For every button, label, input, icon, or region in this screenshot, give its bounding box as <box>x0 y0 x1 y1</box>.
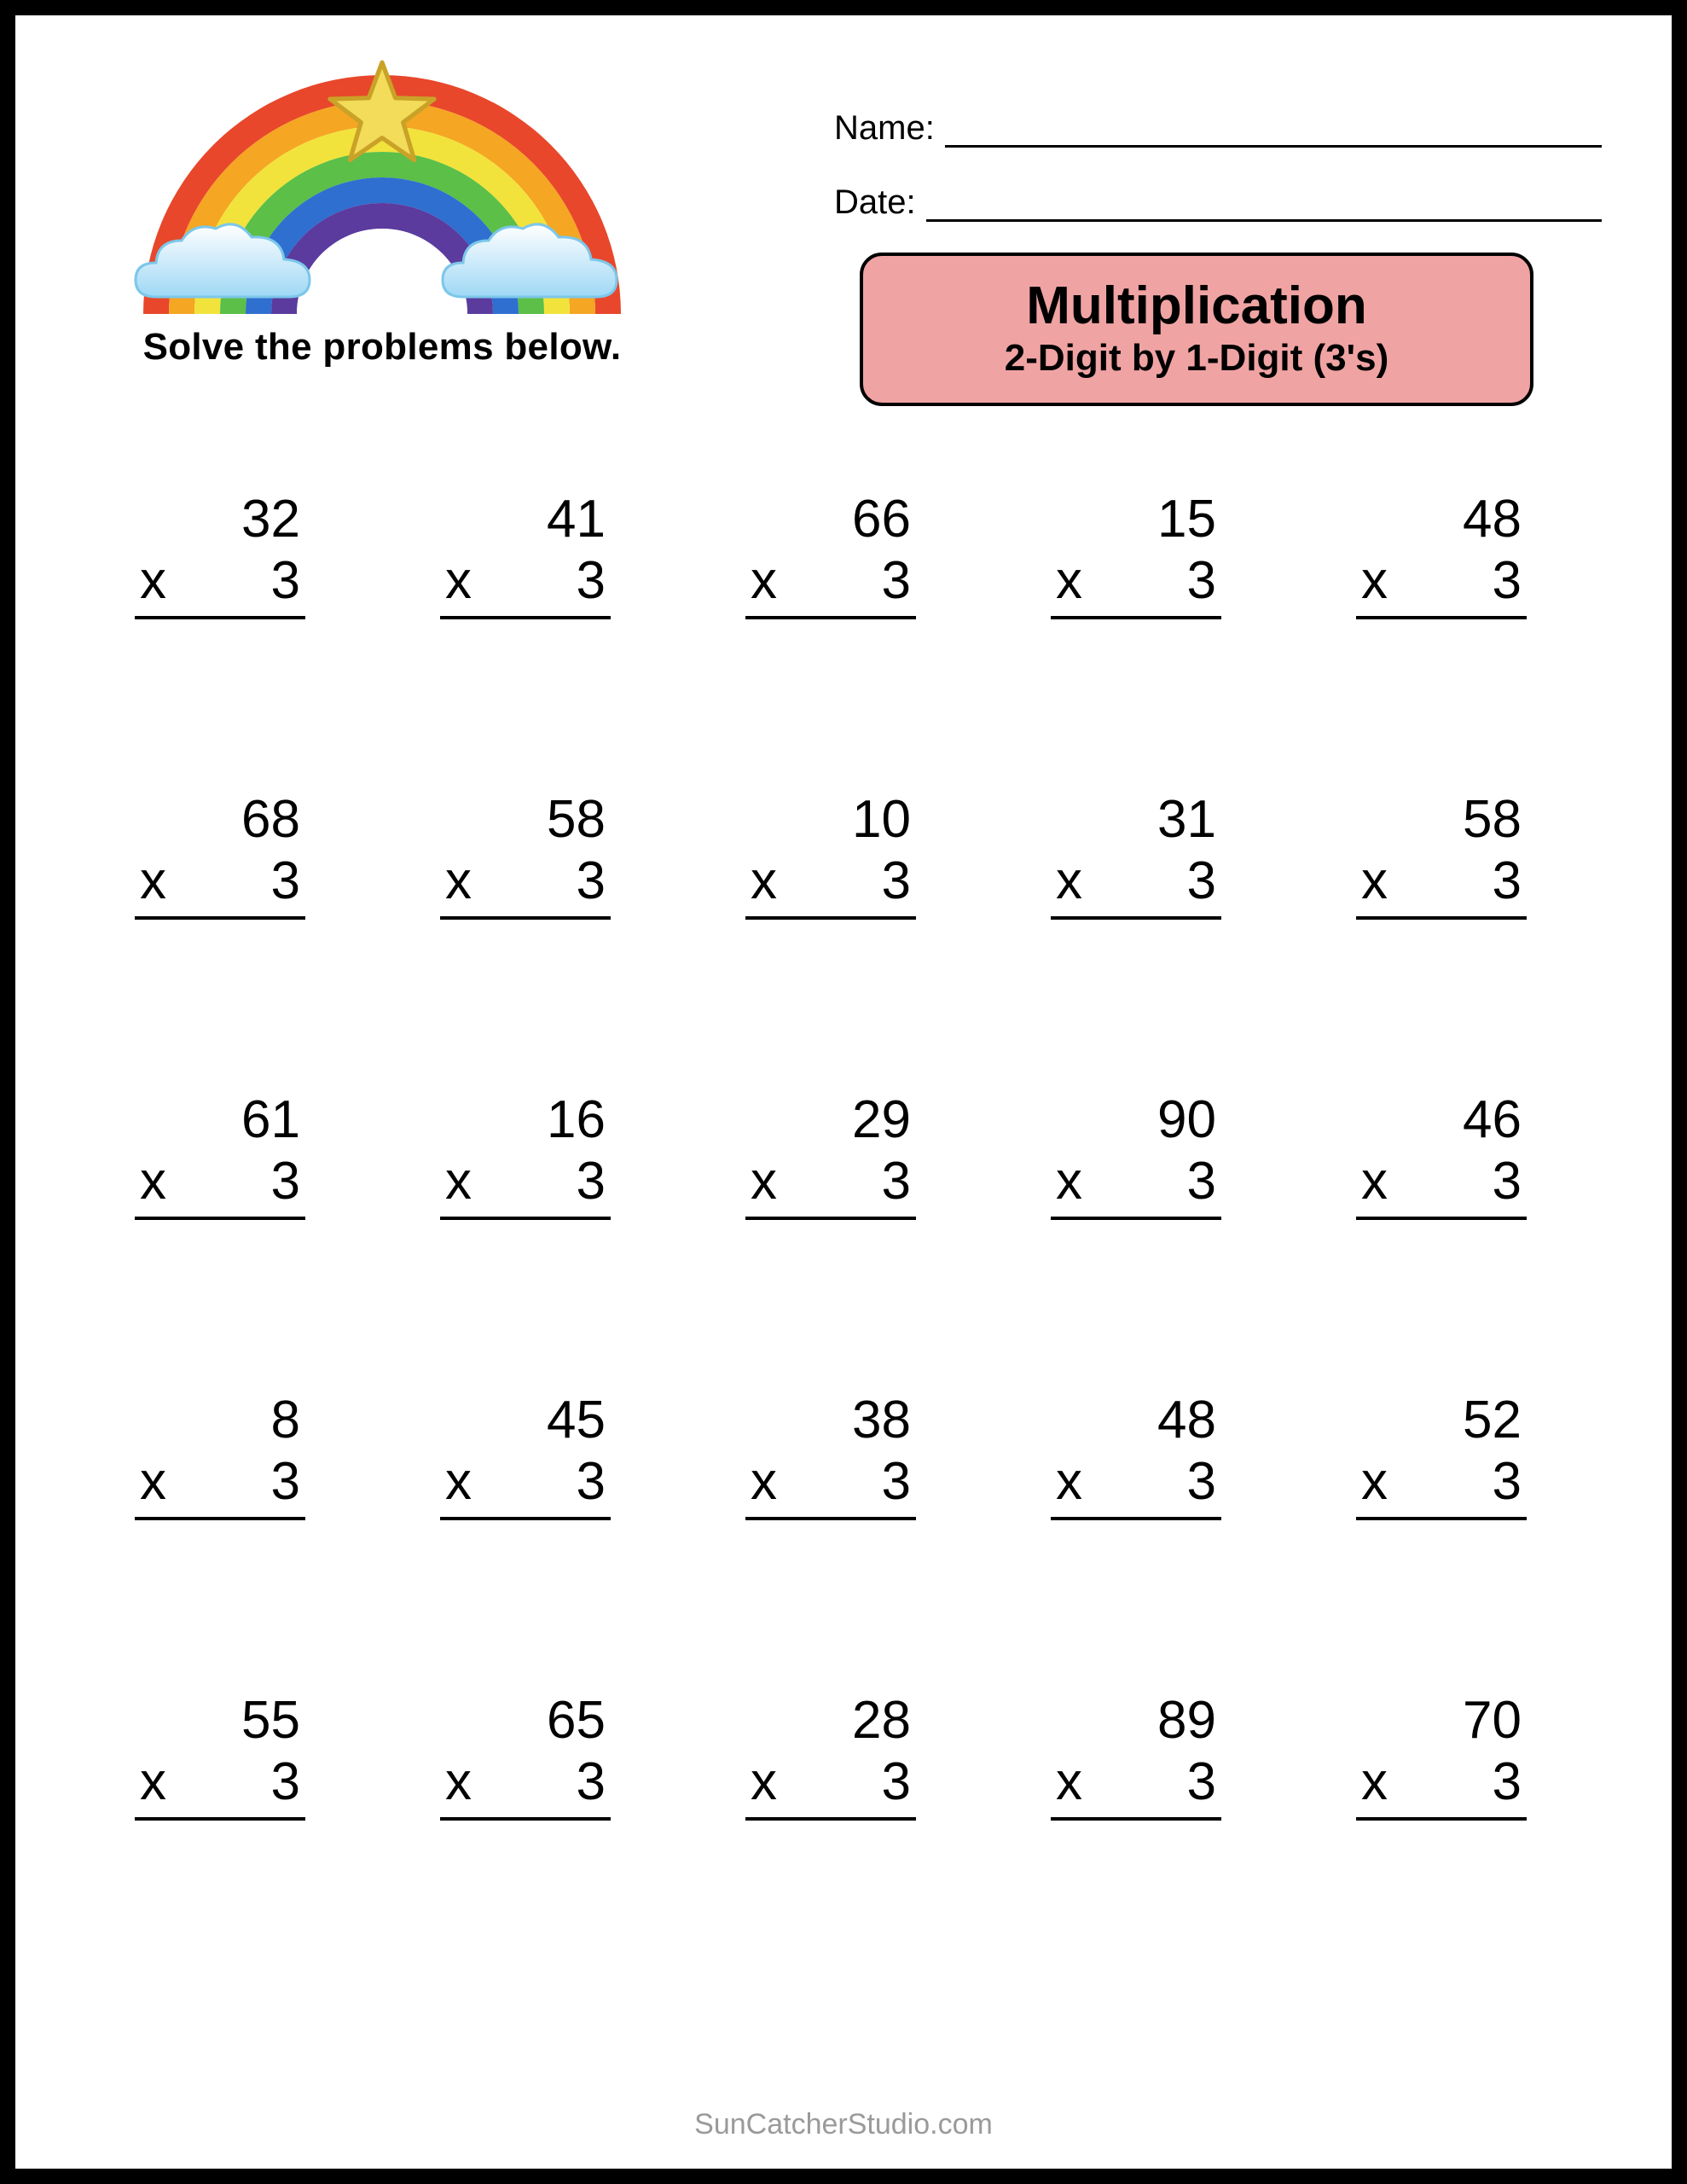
operator-row <box>745 1452 916 1520</box>
name-input[interactable] <box>945 116 1602 148</box>
multiplicand: 48 <box>1157 1391 1216 1449</box>
problem-cell <box>1313 1691 1619 1995</box>
problem-20[interactable] <box>1356 1391 1527 1520</box>
problem-cell <box>703 790 1008 1094</box>
multiplier: 3 <box>576 551 606 610</box>
operator-row <box>1356 851 1527 920</box>
problem-12[interactable] <box>440 1090 611 1220</box>
operator-row <box>135 1752 305 1821</box>
operator-symbol: x <box>751 1452 777 1511</box>
multiplicand: 45 <box>547 1391 606 1449</box>
operator-row <box>135 851 305 920</box>
problem-cell <box>92 490 397 793</box>
date-field-row <box>834 183 1602 222</box>
problem-row <box>92 490 1619 793</box>
operator-symbol: x <box>1361 1152 1388 1211</box>
problem-15[interactable] <box>1356 1090 1527 1220</box>
multiplicand: 55 <box>241 1691 300 1750</box>
operator-symbol: x <box>140 851 166 910</box>
problem-cell <box>703 1391 1008 1694</box>
operator-symbol: x <box>751 1152 777 1211</box>
multiplier: 3 <box>1492 1752 1522 1811</box>
star-icon <box>327 58 438 169</box>
operator-row <box>440 1152 611 1220</box>
operator-row <box>1356 1152 1527 1220</box>
problem-cell <box>92 1391 397 1694</box>
operator-row <box>1356 1752 1527 1821</box>
operator-row <box>440 851 611 920</box>
multiplier: 3 <box>881 1152 911 1211</box>
operator-row <box>1051 1152 1221 1220</box>
multiplier: 3 <box>1492 551 1522 610</box>
instruction-text: Solve the problems below. <box>142 326 622 368</box>
operator-symbol: x <box>1361 1452 1388 1511</box>
operator-symbol: x <box>751 851 777 910</box>
problem-cell <box>703 1090 1008 1394</box>
problem-cell <box>703 490 1008 793</box>
problem-13[interactable] <box>745 1090 916 1220</box>
worksheet-title-box <box>860 253 1533 406</box>
operator-symbol: x <box>140 1152 166 1211</box>
operator-row <box>1051 551 1221 619</box>
problem-8[interactable] <box>745 790 916 920</box>
operator-symbol: x <box>140 1752 166 1811</box>
multiplicand: 32 <box>241 490 300 549</box>
problem-9[interactable] <box>1051 790 1221 920</box>
operator-row <box>745 1152 916 1220</box>
operator-symbol: x <box>445 1152 472 1211</box>
page-title: Multiplication <box>1026 276 1367 336</box>
operator-symbol: x <box>751 551 777 610</box>
problem-10[interactable] <box>1356 790 1527 920</box>
problem-cell <box>397 490 703 793</box>
multiplier: 3 <box>1492 1452 1522 1511</box>
operator-row <box>1356 1452 1527 1520</box>
multiplicand: 38 <box>852 1391 911 1449</box>
multiplicand: 48 <box>1463 490 1522 549</box>
multiplicand: 15 <box>1157 490 1216 549</box>
problem-23[interactable] <box>745 1691 916 1821</box>
problem-cell <box>1313 1090 1619 1394</box>
operator-symbol: x <box>1361 551 1388 610</box>
problem-cell <box>1008 1391 1313 1694</box>
worksheet-header <box>15 15 1672 442</box>
multiplicand: 70 <box>1463 1691 1522 1750</box>
problem-19[interactable] <box>1051 1391 1221 1520</box>
problem-cell <box>397 1391 703 1694</box>
multiplier: 3 <box>1186 551 1216 610</box>
page-subtitle: 2-Digit by 1-Digit (3's) <box>1004 337 1389 380</box>
multiplier: 3 <box>270 1152 300 1211</box>
multiplicand: 16 <box>547 1090 606 1149</box>
operator-symbol: x <box>1056 551 1082 610</box>
multiplier: 3 <box>1186 851 1216 910</box>
problem-cell <box>1008 1691 1313 1995</box>
worksheet-sheet <box>15 15 1672 2169</box>
operator-row <box>1051 1452 1221 1520</box>
problem-7[interactable] <box>440 790 611 920</box>
multiplier: 3 <box>881 1752 911 1811</box>
multiplier: 3 <box>1186 1452 1216 1511</box>
operator-symbol: x <box>445 551 472 610</box>
operator-row <box>745 851 916 920</box>
multiplier: 3 <box>270 551 300 610</box>
operator-row <box>440 551 611 619</box>
multiplier: 3 <box>576 1452 606 1511</box>
date-label: Date: <box>834 183 916 221</box>
problem-16[interactable] <box>135 1391 305 1520</box>
date-input[interactable] <box>926 190 1602 222</box>
multiplier: 3 <box>881 551 911 610</box>
multiplicand: 89 <box>1157 1691 1216 1750</box>
operator-row <box>135 1452 305 1520</box>
problem-cell <box>92 1090 397 1394</box>
multiplicand: 58 <box>547 790 606 849</box>
multiplier: 3 <box>1186 1152 1216 1211</box>
multiplicand: 58 <box>1463 790 1522 849</box>
multiplicand: 46 <box>1463 1090 1522 1149</box>
problem-cell <box>92 790 397 1094</box>
footer-credit: SunCatcherStudio.com <box>694 2108 993 2140</box>
problem-cell <box>1008 790 1313 1094</box>
multiplicand: 52 <box>1463 1391 1522 1449</box>
multiplicand: 61 <box>241 1090 300 1149</box>
operator-symbol: x <box>445 1452 472 1511</box>
operator-symbol: x <box>1361 851 1388 910</box>
operator-row <box>1051 851 1221 920</box>
multiplicand: 66 <box>852 490 911 549</box>
problem-cell <box>397 1090 703 1394</box>
multiplier: 3 <box>1492 1152 1522 1211</box>
operator-symbol: x <box>445 851 472 910</box>
multiplier: 3 <box>576 1752 606 1811</box>
problem-1[interactable] <box>135 490 305 619</box>
operator-symbol: x <box>140 1452 166 1511</box>
multiplicand: 31 <box>1157 790 1216 849</box>
problem-11[interactable] <box>135 1090 305 1220</box>
operator-row <box>440 1452 611 1520</box>
name-label: Name: <box>834 109 935 147</box>
problem-17[interactable] <box>440 1391 611 1520</box>
problem-14[interactable] <box>1051 1090 1221 1220</box>
multiplier: 3 <box>270 1752 300 1811</box>
name-date-block <box>834 109 1602 258</box>
multiplier: 3 <box>576 851 606 910</box>
problem-cell <box>703 1691 1008 1995</box>
operator-symbol: x <box>1056 1452 1082 1511</box>
problem-cell <box>397 790 703 1094</box>
multiplicand: 65 <box>547 1691 606 1750</box>
problem-25[interactable] <box>1356 1691 1527 1821</box>
multiplier: 3 <box>270 851 300 910</box>
multiplicand: 28 <box>852 1691 911 1750</box>
operator-row <box>745 551 916 619</box>
cloud-icon <box>438 212 634 305</box>
problem-grid <box>92 490 1619 1995</box>
problem-6[interactable] <box>135 790 305 920</box>
problem-22[interactable] <box>440 1691 611 1821</box>
multiplicand: 90 <box>1157 1090 1216 1149</box>
multiplier: 3 <box>1492 851 1522 910</box>
problem-cell <box>1008 490 1313 793</box>
multiplicand: 68 <box>241 790 300 849</box>
operator-row <box>1356 551 1527 619</box>
operator-row <box>440 1752 611 1821</box>
operator-symbol: x <box>1056 1752 1082 1811</box>
operator-symbol: x <box>1361 1752 1388 1811</box>
cloud-icon <box>130 212 327 305</box>
problem-row <box>92 1391 1619 1694</box>
operator-symbol: x <box>445 1752 472 1811</box>
multiplier: 3 <box>881 1452 911 1511</box>
operator-row <box>745 1752 916 1821</box>
multiplier: 3 <box>270 1452 300 1511</box>
multiplier: 3 <box>576 1152 606 1211</box>
problem-21[interactable] <box>135 1691 305 1821</box>
problem-cell <box>1313 490 1619 793</box>
problem-4[interactable] <box>1051 490 1221 619</box>
name-field-row <box>834 109 1602 148</box>
rainbow-illustration-block <box>109 41 655 369</box>
problem-row <box>92 1691 1619 1995</box>
problem-cell <box>397 1691 703 1995</box>
problem-row <box>92 790 1619 1094</box>
operator-symbol: x <box>1056 851 1082 910</box>
operator-row <box>1051 1752 1221 1821</box>
problem-5[interactable] <box>1356 490 1527 619</box>
problem-row <box>92 1090 1619 1394</box>
operator-row <box>135 1152 305 1220</box>
operator-row <box>135 551 305 619</box>
operator-symbol: x <box>1056 1152 1082 1211</box>
multiplicand: 10 <box>852 790 911 849</box>
operator-symbol: x <box>140 551 166 610</box>
problem-2[interactable] <box>440 490 611 619</box>
multiplier: 3 <box>1186 1752 1216 1811</box>
multiplicand: 41 <box>547 490 606 549</box>
problem-cell <box>1008 1090 1313 1394</box>
problem-cell <box>1313 790 1619 1094</box>
multiplicand: 29 <box>852 1090 911 1149</box>
multiplicand: 8 <box>270 1391 300 1449</box>
problem-24[interactable] <box>1051 1691 1221 1821</box>
operator-symbol: x <box>751 1752 777 1811</box>
rainbow-icon <box>122 41 642 322</box>
problem-cell <box>92 1691 397 1995</box>
problem-18[interactable] <box>745 1391 916 1520</box>
problem-3[interactable] <box>745 490 916 619</box>
problem-cell <box>1313 1391 1619 1694</box>
multiplier: 3 <box>881 851 911 910</box>
